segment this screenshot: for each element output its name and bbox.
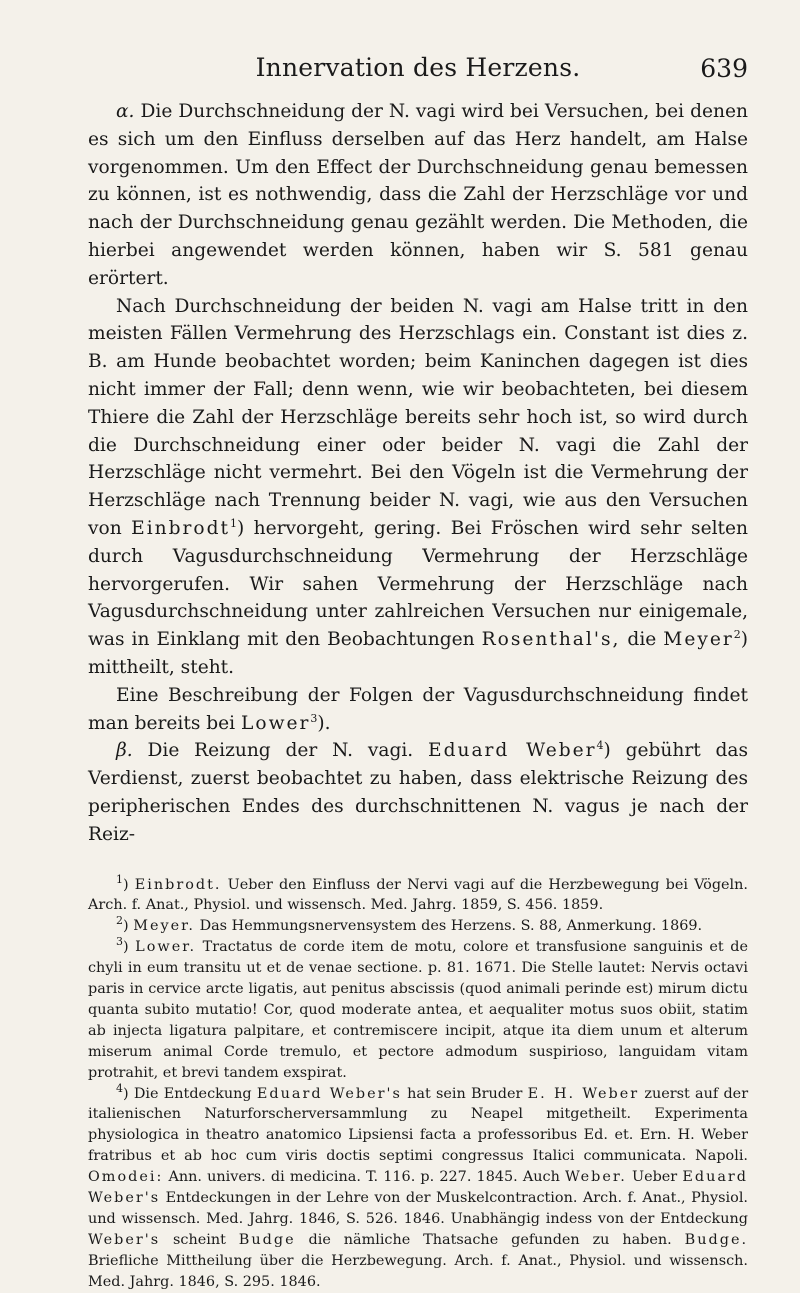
- author-name: Weber.: [565, 1169, 627, 1186]
- footnote-ref: 4: [596, 739, 604, 753]
- running-title: Innervation des Herzens.: [255, 52, 581, 82]
- author-name: Budge.: [684, 1231, 749, 1248]
- author-name: Einbrodt: [131, 517, 230, 539]
- author-name: Lower: [241, 712, 311, 734]
- author-name: Meyer: [663, 629, 734, 651]
- author-name: Eduard Weber's: [88, 1169, 749, 1207]
- section-heading-alpha: Die Durchschneidung der N. vagi: [140, 101, 456, 122]
- footnote-4: $^4$) Die Entdeckung Eduard Weber's hat sein Bruder E. H. Weber zuerst auf der italienischen Naturforscherversammlung zu Neapel mitgetheilt. Experimenta physiologica in theatro anatomico Lipsiensi facta a professoribus Ed. et. Ern. H. Weber fratribus et ab hoc cum viris doctis septimi congressus Italici communicata. Napoli. Omodei: Ann. univers. di medicina. T. 116. p. 227. 1845. Auch Weber. Ueber Eduard Weber's Entdeckungen in der Lehre von der Muskelcontraction. Arch. f. Anat., Physiol. und wissensch. Med. Jahrg. 1846, S. 526. 1846. Unabhängig indess von der Entdeckung Weber's scheint Budge die nämliche Thatsache gefunden zu haben. Budge. Briefliche Mittheilung über die Herzbewegung. Arch. f. Anat., Physiol. und wissensch. Med. Jahrg. 1846, S. 295. 1846.: [88, 1081, 749, 1290]
- footnote-1: $^1$) Einbrodt. Ueber den Einfluss der Nervi vagi auf die Herzbewegung bei Vögeln. Arch. f. Anat., Physiol. und wissensch. Med. Jahrg. 1859, S. 456. 1859.: [88, 872, 748, 914]
- footnote-ref: 1: [229, 516, 237, 530]
- paragraph-beta: β. Die Reizung der N. vagi. Eduard Weber$^4$) gebührt das Verdienst, zuerst beobachtet zu haben, dass elektrische Reizung des peripherischen Endes des durchschnittenen N. vagus je nach der Reiz-: [88, 739, 748, 845]
- section-heading-beta: Die Reizung der N. vagi.: [147, 740, 414, 762]
- author-name: Einbrodt.: [134, 876, 222, 893]
- footnote-ref: 2: [733, 627, 741, 641]
- paragraph-vagus-cut-effects: Nach Durchschneidung der beiden N. vagi am Halse tritt in den meisten Fällen Vermehrung des Herzschlags ein. Constant ist dies z. B. am Hunde beobachtet worden; beim Kaninchen dagegen ist dies nicht immer der Fall; denn wenn, wie wir beobachteten, bei diesem Thiere die Zahl der Herzschläge bereits sehr hoch ist, so wird durch die Durchschneidung einer oder beider N. vagi die Zahl der Herzschläge nicht vermehrt. Bei den Vögeln ist die Vermehrung der Herzschläge nach Trennung beider N. vagi, wie aus den Versuchen von Einbrodt$^1$) hervorgeht, gering. Bei Fröschen wird sehr selten durch Vagusdurchschneidung Vermehrung der Herzschläge hervorgerufen. Wir sahen Vermehrung der Herzschläge nach Vagusdurchschneidung unter zahlreichen Versuchen nur einigemale, was in Einklang mit den Beobachtungen Rosenthal's, die Meyer$^2$) mittheilt, steht.: [88, 295, 749, 678]
- main-text: [88, 98, 748, 849]
- paragraph-alpha: α. Die Durchschneidung der N. vagi wird bei Versuchen, bei denen es sich um den Einfluss derselben auf das Herz handelt, am Halse vorgenommen. Um den Effect der Durchschneidung genau bemessen zu können, ist es nothwendig, dass die Zahl der Herzschläge vor und nach der Durchschneidung genau gezählt werden. Die Methoden, die hierbei angewendet werden können, haben wir S. 581 genau erörtert.: [88, 101, 748, 289]
- footnotes: [88, 872, 749, 1293]
- author-name: Meyer.: [133, 918, 195, 935]
- author-name: Weber's: [88, 1231, 161, 1248]
- author-name: Rosenthal's,: [481, 629, 621, 651]
- author-name: Eduard Weber's: [256, 1085, 402, 1102]
- section-marker-alpha: α.: [116, 101, 135, 122]
- footnote-3: $^3$) Lower. Tractatus de corde item de motu, colore et transfusione sanguinis et de chyli in eum transitu ut et de venae sectione. p. 81. 1671. Die Stelle lautet: Nervis octavi paris in cervice arcte ligatis, aut penitus abscissis (quod animali perinde est) mirum dictu quanta subito mutatio! Cor, quod moderate antea, et aequaliter motus suos obiit, statim ab injecta ligatura palpitare, et contremiscere incipit, atque ita diem unum et alterum miserum animal Corde tremulo, et pectore admodum suspirioso, languidam vitam protrahit, et brevi tandem exspirat.: [88, 935, 748, 1081]
- page-number: 639: [700, 54, 748, 83]
- footnote-2: $^2$) Meyer. Das Hemmungsnervensystem des Herzens. S. 88, Anmerkung. 1869.: [116, 914, 703, 935]
- paragraph-lower: Eine Beschreibung der Folgen der Vagusdurchschneidung findet man bereits bei Lower$^3$).: [88, 684, 748, 734]
- author-name: Budge: [238, 1231, 296, 1248]
- footnote-ref: 3: [310, 711, 318, 725]
- author-name: E. H. Weber: [527, 1085, 640, 1102]
- author-name: Eduard Weber: [428, 740, 597, 762]
- book-page: [88, 48, 748, 1293]
- author-name: Omodei:: [88, 1169, 164, 1186]
- section-marker-beta: β.: [116, 740, 133, 762]
- author-name: Lower.: [135, 939, 197, 956]
- running-header: [88, 48, 748, 86]
